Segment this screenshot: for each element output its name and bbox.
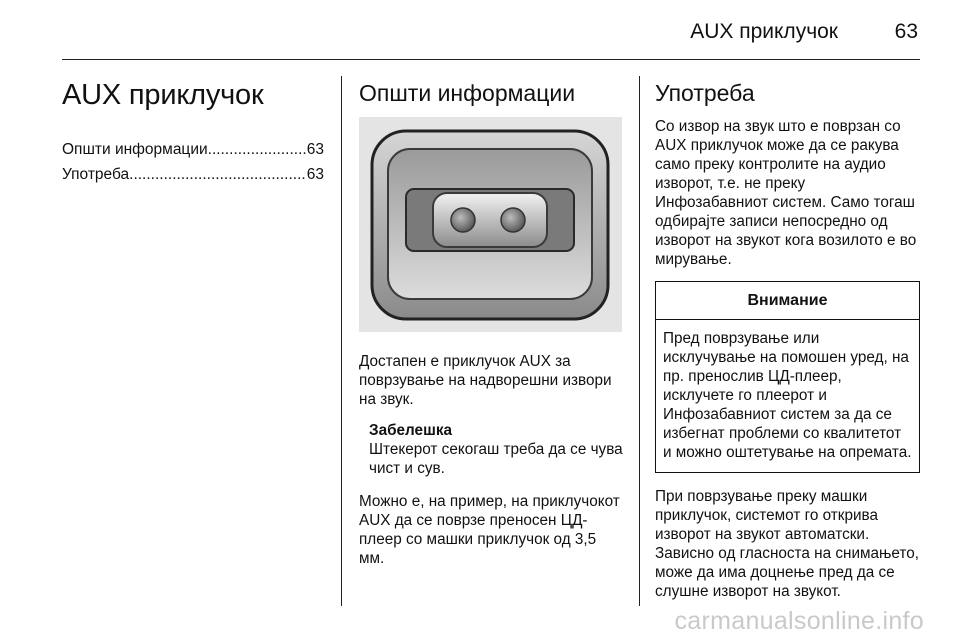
aux-socket-figure <box>359 117 622 332</box>
general-info-column <box>359 76 624 568</box>
header-divider <box>62 59 920 60</box>
toc-column <box>62 76 324 189</box>
column-divider-2 <box>639 76 640 606</box>
toc-leader-dots <box>208 139 307 160</box>
running-header-title: AUX приклучок <box>690 20 838 43</box>
aux-socket-icon <box>359 117 622 332</box>
note-box <box>359 421 624 478</box>
usage-column <box>655 76 920 601</box>
toc-leader-dots <box>129 164 307 185</box>
chapter-title: AUX приклучок <box>62 79 264 111</box>
usage-text-1: Со извор на звук што е поврзан со AUX приклучок може да се ракува само преку контролите на аудио изворот, т.е. не преку Инфозабавниот систем. Само тогаш одбирајте записи непосредно од изворот на звукот кога возилото е во мирување. <box>655 118 917 268</box>
toc-entry-label: Употреба <box>62 166 130 183</box>
section-title-general: Општи информации <box>359 80 576 106</box>
warning-title: Внимание <box>656 282 919 320</box>
toc-entry[interactable] <box>62 139 324 160</box>
note-text: Штекерот секогаш треба да се чува чист и сув. <box>369 441 623 477</box>
general-example-text: Можно е, на пример, на приклучокот AUX да се поврзе преносен ЦД-плеер со машки приклучок од 3,5 мм. <box>359 493 620 567</box>
watermark: carmanualsonline.info <box>674 607 924 635</box>
note-title: Забелешка <box>369 422 452 439</box>
warning-text: Пред поврзување или исклучување на помошен уред, на пр. пренослив ЦД-плеер, исклучете го плеерот и Инфозабавниот систем за да се избегнат проблеми со квалитетот и можно оштетување на опремата. <box>663 330 912 461</box>
column-divider-1 <box>341 76 342 606</box>
section-title-usage: Употреба <box>655 80 755 106</box>
page-number: 63 <box>894 20 918 43</box>
usage-text-2: При поврзување преку машки приклучок, системот го открива изворот на звукот автоматски. Зависно од гласноста на снимањето, може да има доцнење пред да се слушне изворот на звукот. <box>655 488 920 600</box>
toc-entry-label: Општи информации <box>62 141 208 158</box>
toc-entry[interactable] <box>62 164 324 185</box>
toc-entry-page: 63 <box>306 166 324 183</box>
warning-box <box>655 281 920 473</box>
toc-entry-page: 63 <box>306 141 324 158</box>
general-intro-text: Достапен е приклучок AUX за поврзување на надворешни извори на звук. <box>359 353 612 408</box>
